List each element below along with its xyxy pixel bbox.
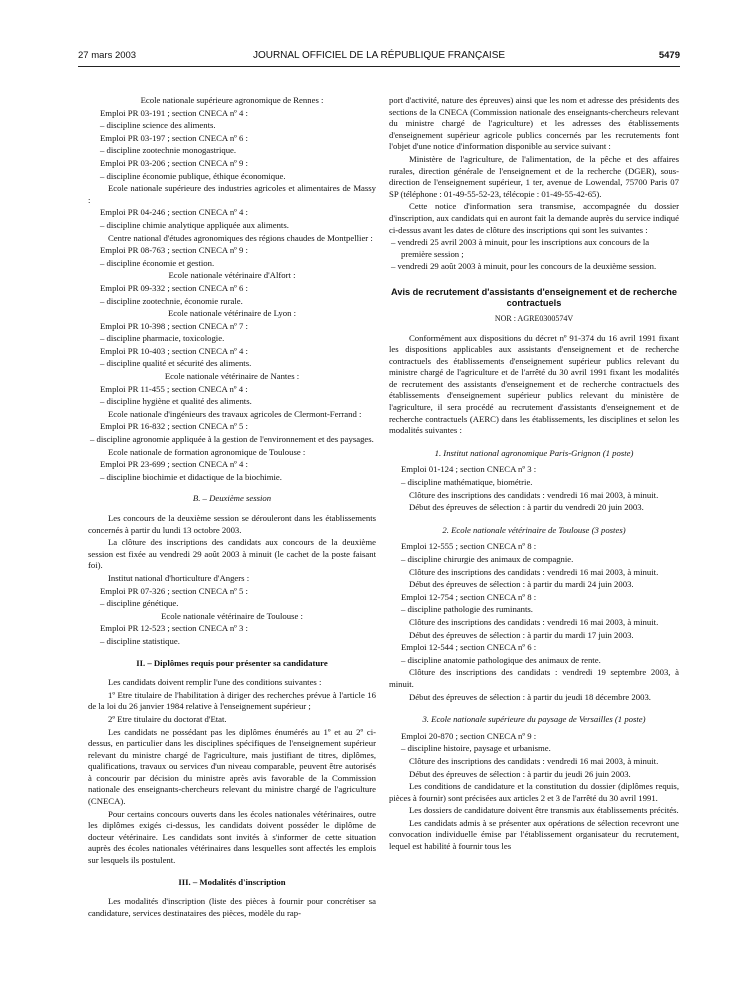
right-paragraph: Clôture des inscriptions des candidats : vendredi 16 mai 2003, à minuit. [409,616,659,627]
left-paragraph: – discipline statistique. [100,635,180,646]
left-paragraph: La clôture des inscriptions des candidats aux concours de la deuxième session est fixée au vendredi 29 août 2003 à minuit (le cachet de la poste faisant foi). [88,537,376,571]
left-paragraph: 1º Etre titulaire de l'habilitation à diriger des recherches prévue à l'article 16 de la loi du 26 janvier 1984 relative à l'enseignement supérieur ; [88,689,376,712]
left-paragraph: Les candidats ne possédant pas les diplômes énumérés au 1º et au 2º ci-dessus, en particulier dans les disciplines spécifiques de l'enseignement supérieur relevant du ministre chargé de l'agriculture, mais justifiant de titres, diplômes, qualifications, travaux ou services d'un niveau comparable, peuvent être autorisés à concourir par décision du ministre après avis favorable de la Commission nationale des enseignants-chercheurs relevant du ministre chargé de l'agriculture (CNECA). [88,726,376,807]
right-paragraph: 3. Ecole nationale supérieure du paysage de Versailles (1 poste) [422,714,646,725]
left-paragraph: Les concours de la deuxième session se dérouleront dans les établissements concernés à partir du lundi 13 octobre 2003. [88,513,376,535]
left-paragraph: III. – Modalités d'inscription [178,876,286,887]
left-paragraph: Emploi PR 16-832 ; section CNECA nº 5 : [100,421,248,432]
right-paragraph: Début des épreuves de sélection : à partir du mardi 17 juin 2003. [409,629,634,640]
left-paragraph: Emploi PR 07-326 ; section CNECA nº 5 : [100,585,248,596]
left-paragraph: Emploi PR 10-403 ; section CNECA nº 4 : [100,345,248,356]
left-paragraph: Ecole nationale vétérinaire de Nantes : [164,371,300,382]
right-paragraph: Clôture des inscriptions des candidats : vendredi 16 mai 2003, à minuit. [409,755,659,766]
left-paragraph: Les modalités d'inscription (liste des pièces à fournir pour concrétiser sa candidature, services destinataires des pièces, modèle du rap- [88,896,376,918]
right-paragraph: – discipline histoire, paysage et urbanisme. [401,743,551,754]
left-paragraph: – discipline qualité et sécurité des aliments. [100,358,252,369]
right-paragraph: Conformément aux dispositions du décret nº 91-374 du 16 avril 1991 fixant les dispositions applicables aux assistants d'enseignement et de recherche contractuels des établissements d'enseignement supérieur publics relevant du ministre chargé de l'agriculture et de l'arrêté du 30 avril 1991 fixant les modalités de recrutement des assistants d'enseignement et de recherche contractuels des établissements d'enseignement supérieur publics relevant du ministère de l'agriculture, il sera procédé au recrutement d'assistants d'enseignement et de recherche contractuels (AERC) dans les établissements, les disciplines et selon les modalités suivantes : [389,332,679,436]
right-paragraph: Emploi 12-544 ; section CNECA nº 6 : [401,642,537,653]
right-paragraph: Les candidats admis à se présenter aux opérations de sélection recevront une convocation individuelle émise par l'établissement organisateur du recrutement, lequel est habilité à fournir tous les [389,817,679,852]
header-date: 27 mars 2003 [78,50,137,61]
left-paragraph: Ecole nationale supérieure agronomique de Rennes : [140,95,324,105]
header-page-number: 5479 [658,50,680,61]
right-paragraph: – vendredi 25 avril 2003 à minuit, pour les inscriptions aux concours de la première session ; [391,237,650,259]
right-paragraph: Début des épreuves de sélection : à partir du mardi 24 juin 2003. [409,579,634,590]
right-paragraph: – discipline mathématique, biométrie. [401,477,533,488]
left-paragraph: – discipline science des aliments. [100,120,216,131]
left-paragraph: – discipline chimie analytique appliquée aux aliments. [100,219,289,230]
right-paragraph: – discipline chirurgie des animaux de compagnie. [401,554,574,564]
left-paragraph: Ecole nationale de formation agronomique de Toulouse : [108,446,306,457]
left-paragraph: Emploi PR 10-398 ; section CNECA nº 7 : [100,320,248,331]
left-paragraph: – discipline zootechnie monogastrique. [100,145,237,156]
left-paragraph: – discipline génétique. [100,598,179,609]
right-paragraph: – vendredi 29 août 2003 à minuit, pour les concours de la deuxième session. [391,261,657,272]
right-paragraph: Clôture des inscriptions des candidats : vendredi 16 mai 2003, à minuit. [409,489,659,500]
left-paragraph: Emploi PR 03-197 ; section CNECA nº 6 : [100,132,248,143]
left-paragraph: Ecole nationale vétérinaire de Lyon : [167,308,297,319]
header-journal-title: JOURNAL OFFICIEL DE LA RÉPUBLIQUE FRANÇAISE [252,50,506,61]
left-paragraph: Emploi PR 03-206 ; section CNECA nº 9 : [100,157,248,168]
left-paragraph: Ecole nationale vétérinaire d'Alfort : [168,270,296,281]
right-paragraph: Emploi 01-124 ; section CNECA nº 3 : [401,464,537,475]
right-paragraph: Clôture des inscriptions des candidats : vendredi 19 septembre 2003, à minuit. [389,667,679,689]
left-paragraph: Ecole nationale d'ingénieurs des travaux agricoles de Clermont-Ferrand : [108,408,362,419]
left-paragraph: – discipline biochimie et didactique de la biochimie. [100,471,282,482]
left-paragraph: Emploi PR 09-332 ; section CNECA nº 6 : [100,282,248,293]
right-paragraph: Clôture des inscriptions des candidats : vendredi 16 mai 2003, à minuit. [409,566,659,577]
right-paragraph: – discipline pathologie des ruminants. [401,604,533,615]
right-paragraph: Avis de recrutement d'assistants d'enseignement et de recherche contractuels [391,286,677,308]
left-paragraph: – discipline pharmacie, toxicologie. [100,333,225,344]
left-paragraph: II. – Diplômes requis pour présenter sa candidature [136,657,328,668]
right-paragraph: Début des épreuves de sélection : à partir du jeudi 26 juin 2003. [409,768,631,779]
left-paragraph: Ecole nationale supérieure des industries agricoles et alimentaires de Massy : [88,183,376,205]
left-paragraph: Emploi PR 03-191 ; section CNECA nº 4 : [100,107,248,118]
right-paragraph: – discipline anatomie pathologique des animaux de rente. [401,654,601,665]
right-paragraph: Début des épreuves de sélection : à partir du jeudi 18 décembre 2003. [409,691,651,702]
right-paragraph: port d'activité, nature des épreuves) ainsi que les nom et adresse des présidents des sections de la CNECA (Commission nationale des enseignants-chercheurs relevant du ministre chargé de l'agriculture) et les adresses des établissements d'enseignement supérieur agricole publics concernés par les recrutements font l'objet d'une notice d'information disponible au service suivant : [389,95,679,152]
left-paragraph: – discipline économie et gestion. [100,257,215,268]
right-paragraph: Ministère de l'agriculture, de l'alimentation, de la pêche et des affaires rurales, direction générale de l'enseignement et de la recherche (DGER), sous-direction de l'enseignement supérieur, 1 ter, avenue de Lowendal, 75700 Paris 07 SP (téléphone : 01-49-55-52-23, télécopie : 01-49-55-42-65). [389,153,679,199]
left-column [88,95,376,919]
left-paragraph: Ecole nationale vétérinaire de Toulouse : [161,610,303,621]
right-paragraph: NOR : AGRE0300574V [494,313,574,323]
left-paragraph: – discipline économie publique, éthique économique. [100,170,286,181]
left-paragraph: Pour certains concours ouverts dans les écoles nationales vétérinaires, outre les diplômes exigés ci-dessus, les candidats doivent posséder le diplôme de docteur vétérinaire. Les candidats sont invités à s'informer de cette situation auprès des écoles nationales vétérinaires dans lesquelles sont affectés les emplois sur lesquels ils postulent. [88,808,376,866]
left-paragraph: Institut national d'horticulture d'Angers : [108,572,250,583]
left-paragraph: Emploi PR 11-455 ; section CNECA nº 4 : [100,383,248,394]
right-paragraph: Emploi 12-555 ; section CNECA nº 8 : [401,541,537,552]
left-paragraph: Emploi PR 04-246 ; section CNECA nº 4 : [100,207,248,218]
right-paragraph: 1. Institut national agronomique Paris-Grignon (1 poste) [434,447,634,458]
left-paragraph: B. – Deuxième session [192,493,272,504]
left-paragraph: Emploi PR 12-523 ; section CNECA nº 3 : [100,623,248,634]
left-paragraph: 2º Etre titulaire du doctorat d'Etat. [108,713,227,724]
left-paragraph: Les candidats doivent remplir l'une des conditions suivantes : [108,677,322,688]
right-paragraph: 2. Ecole nationale vétérinaire de Toulouse (3 postes) [442,524,626,535]
right-column [389,95,679,853]
left-paragraph: – discipline agronomie appliquée à la gestion de l'environnement et des paysages. [90,434,374,445]
right-paragraph: Les conditions de candidature et la constitution du dossier (diplômes requis, pièces à fournir) sont précisées aux articles 2 et 3 de l'arrêté du 30 avril 1991. [389,781,679,803]
header-rule [78,66,680,67]
left-paragraph: Emploi PR 08-763 ; section CNECA nº 9 : [100,245,248,256]
left-paragraph: – discipline hygiène et qualité des aliments. [100,396,252,407]
right-paragraph: Début des épreuves de sélection : à partir du vendredi 20 juin 2003. [409,502,644,513]
left-paragraph: Emploi PR 23-699 ; section CNECA nº 4 : [100,459,248,470]
right-paragraph: Emploi 12-754 ; section CNECA nº 8 : [401,591,537,602]
right-paragraph: Cette notice d'information sera transmise, accompagnée du dossier d'inscription, aux candidats qui en auront fait la demande auprès du service indiqué ci-dessus avant les dates de clôture des inscriptions qui sont les suivantes : [389,201,679,235]
page-header [78,50,680,64]
left-paragraph: – discipline zootechnie, économie rurale. [100,295,243,306]
right-paragraph: Emploi 20-870 ; section CNECA nº 9 : [401,730,537,741]
left-paragraph: Centre national d'études agronomiques des régions chaudes de Montpellier : [108,232,373,243]
right-paragraph: Les dossiers de candidature doivent être transmis aux établissements précités. [409,805,679,816]
